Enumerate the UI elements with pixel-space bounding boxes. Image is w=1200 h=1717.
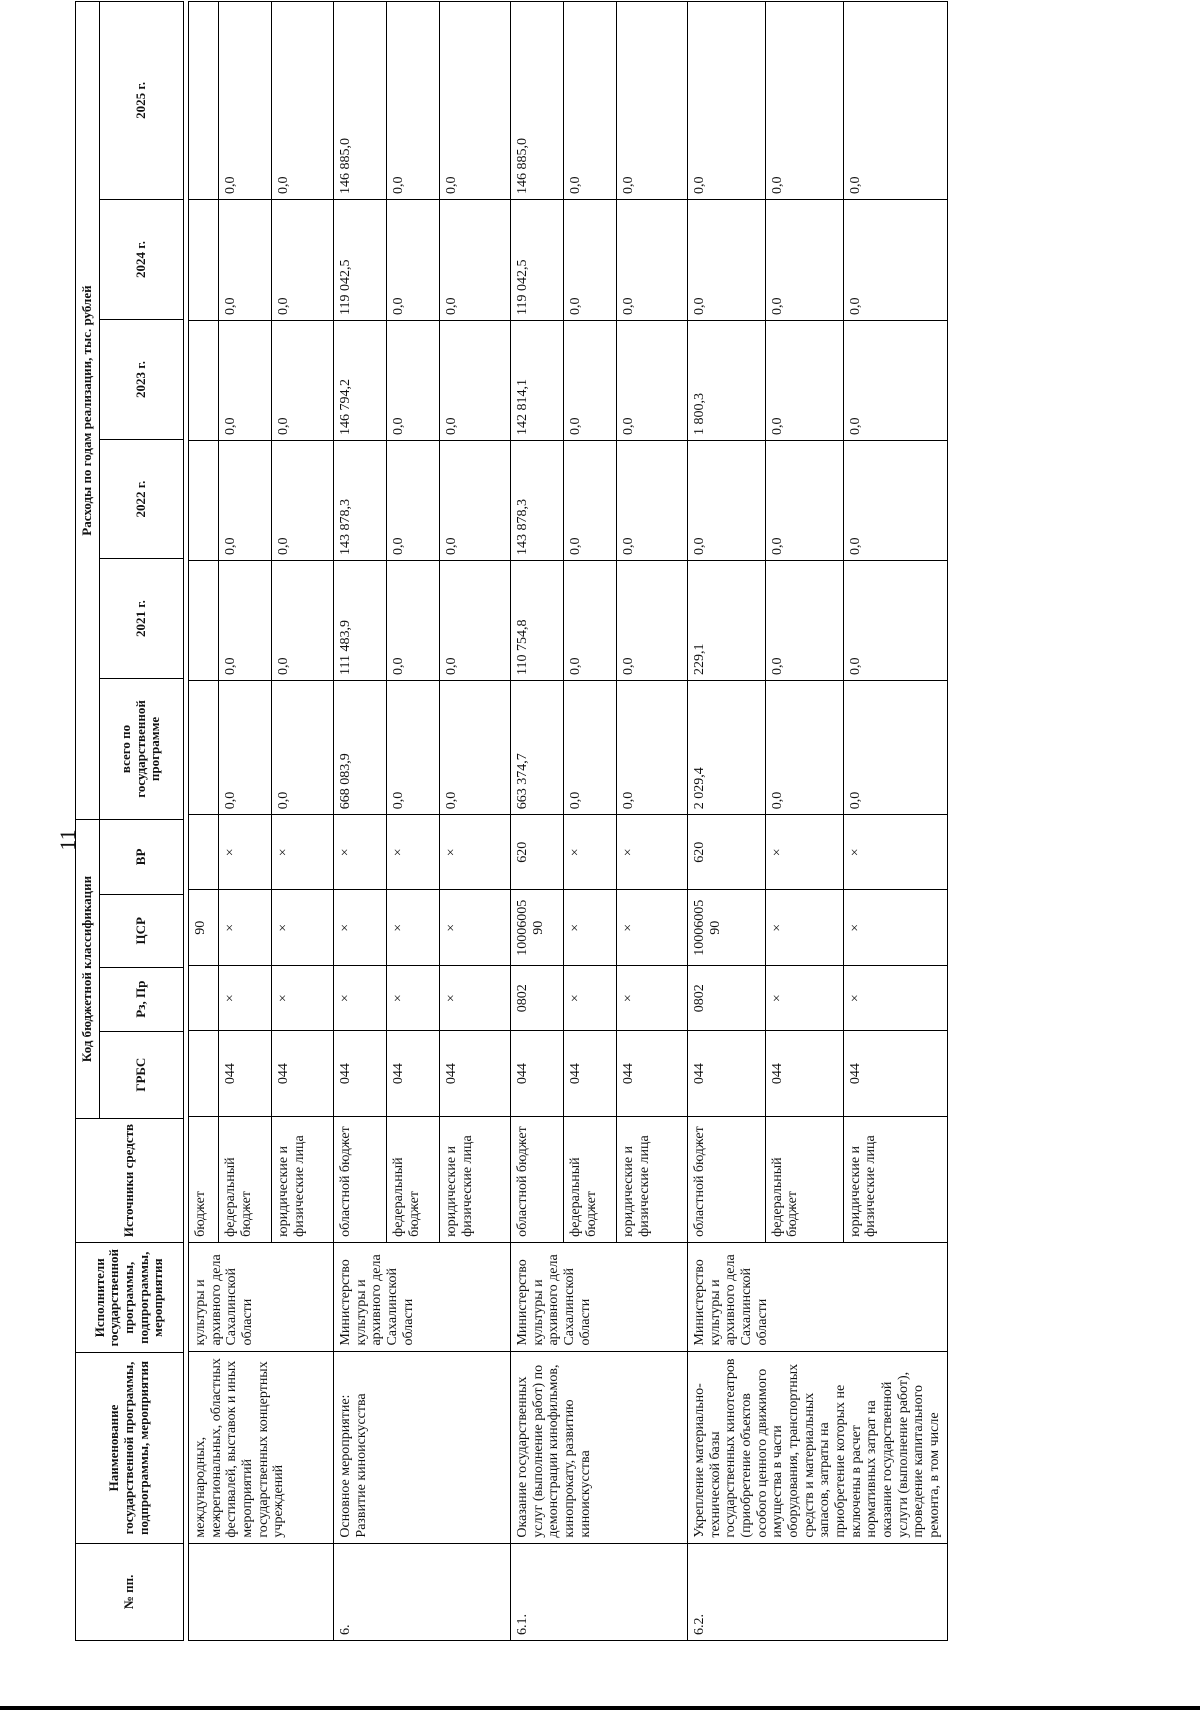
header-num: № пп. <box>76 1543 184 1640</box>
cell-y2022: 0,0 <box>387 440 440 560</box>
cell-src: областной бюджет <box>334 1116 387 1242</box>
cell-src: федеральный бюджет <box>387 1116 440 1242</box>
cell-grbs: 044 <box>617 1031 688 1117</box>
cell-src: юридические и физические лица <box>843 1116 947 1242</box>
cell-y2025: 0,0 <box>272 2 334 200</box>
cell-y2023: 0,0 <box>272 320 334 440</box>
cell-csr: × <box>765 890 843 966</box>
cell-exec: Министерство культуры и архивного дела Сахалинской области <box>334 1242 511 1351</box>
cell-y2022 <box>189 440 219 560</box>
cell-rzpr: × <box>219 966 272 1031</box>
cell-src: юридические и физические лица <box>440 1116 511 1242</box>
header-exec: Исполнители государственной программы, подпрограммы, мероприятия <box>76 1243 184 1353</box>
cell-total: 0,0 <box>440 680 511 814</box>
cell-vr: 620 <box>511 815 564 890</box>
cell-y2025: 0,0 <box>564 2 617 200</box>
cell-y2021: 0,0 <box>272 560 334 680</box>
cell-name: Основное мероприятие: Развитие киноискусства <box>334 1351 511 1543</box>
cell-y2021: 110 754,8 <box>511 560 564 680</box>
cell-vr <box>189 815 219 890</box>
cell-y2021: 0,0 <box>219 560 272 680</box>
cell-src: областной бюджет <box>688 1116 766 1242</box>
cell-exec: Министерство культуры и архивного дела Сахалинской области <box>511 1242 688 1351</box>
table-row <box>511 2 564 1641</box>
cell-grbs: 044 <box>765 1031 843 1117</box>
cell-y2024: 119 042,5 <box>511 200 564 321</box>
cell-name: международных, межрегиональных, областных фестивалей, выставок и иных мероприятий государственных концертных учреждений <box>189 1351 334 1543</box>
cell-src: юридические и физические лица <box>617 1116 688 1242</box>
cell-y2025 <box>189 2 219 200</box>
header-name: Наименование государственной программы, подпрограммы, мероприятия <box>76 1353 184 1544</box>
cell-grbs: 044 <box>511 1031 564 1117</box>
cell-y2025: 0,0 <box>843 2 947 200</box>
cell-y2022: 0,0 <box>564 440 617 560</box>
cell-csr: 10006005 90 <box>688 890 766 966</box>
cell-rzpr: × <box>334 966 387 1031</box>
cell-vr: × <box>387 815 440 890</box>
cell-exec: Министерство культуры и архивного дела Сахалинской области <box>688 1242 948 1351</box>
cell-y2025: 0,0 <box>219 2 272 200</box>
cell-vr: × <box>272 815 334 890</box>
cell-y2024: 0,0 <box>617 200 688 321</box>
cell-vr: × <box>765 815 843 890</box>
cell-grbs: 044 <box>843 1031 947 1117</box>
cell-y2021: 0,0 <box>843 560 947 680</box>
cell-y2021: 229,1 <box>688 560 766 680</box>
header-src: Источники средств <box>76 1118 184 1243</box>
cell-rzpr <box>189 966 219 1031</box>
cell-grbs: 044 <box>387 1031 440 1117</box>
cell-csr: × <box>440 890 511 966</box>
cell-grbs: 044 <box>219 1031 272 1117</box>
cell-y2024: 0,0 <box>843 200 947 321</box>
cell-rzpr: × <box>564 966 617 1031</box>
cell-y2024: 0,0 <box>440 200 511 321</box>
cell-y2021 <box>189 560 219 680</box>
cell-y2022: 0,0 <box>219 440 272 560</box>
cell-csr: 90 <box>189 890 219 966</box>
cell-vr: × <box>219 815 272 890</box>
cell-y2024: 0,0 <box>564 200 617 321</box>
cell-vr: × <box>564 815 617 890</box>
header-2024: 2024 г. <box>99 199 183 319</box>
cell-y2023: 0,0 <box>440 320 511 440</box>
cell-total: 0,0 <box>617 680 688 814</box>
cell-rzpr: 0802 <box>688 966 766 1031</box>
cell-csr: × <box>843 890 947 966</box>
table-body <box>188 1 948 1641</box>
cell-csr: × <box>219 890 272 966</box>
cell-csr: × <box>272 890 334 966</box>
header-code-group: Код бюджетной классификации <box>76 820 100 1119</box>
cell-csr: × <box>334 890 387 966</box>
cell-rzpr: × <box>765 966 843 1031</box>
header-2022: 2022 г. <box>99 439 183 559</box>
header-total: всего по государственной программе <box>99 678 183 819</box>
table-row <box>688 2 766 1641</box>
cell-y2021: 0,0 <box>440 560 511 680</box>
cell-num: 6. <box>334 1543 511 1640</box>
cell-y2023: 146 794,2 <box>334 320 387 440</box>
cell-y2022: 0,0 <box>765 440 843 560</box>
cell-y2024: 0,0 <box>387 200 440 321</box>
cell-num: 6.1. <box>511 1543 688 1640</box>
cell-y2022: 0,0 <box>440 440 511 560</box>
cell-vr: × <box>843 815 947 890</box>
cell-y2021: 0,0 <box>617 560 688 680</box>
cell-y2021: 0,0 <box>765 560 843 680</box>
cell-y2025: 0,0 <box>765 2 843 200</box>
cell-total: 2 029,4 <box>688 680 766 814</box>
scan-edge-line <box>0 1706 1200 1710</box>
cell-exec: культуры и архивного дела Сахалинской области <box>189 1242 334 1351</box>
cell-y2021: 0,0 <box>387 560 440 680</box>
cell-name: Укрепление материально-технической базы государственных кинотеатров (приобретение объектов особого ценного движимого имущества в части оборудования, транспортных средств и материальных запасов, затраты на приобретение которых не включены в расчет нормативных затрат на оказание государственной услуги (выполнение работ), проведение капитального ремонта, в том числе <box>688 1351 948 1543</box>
cell-y2023 <box>189 320 219 440</box>
cell-csr: × <box>387 890 440 966</box>
cell-y2022: 0,0 <box>688 440 766 560</box>
cell-vr: × <box>617 815 688 890</box>
cell-y2024: 0,0 <box>219 200 272 321</box>
cell-y2025: 0,0 <box>440 2 511 200</box>
cell-y2023: 0,0 <box>564 320 617 440</box>
cell-total: 0,0 <box>387 680 440 814</box>
cell-src: федеральный бюджет <box>219 1116 272 1242</box>
cell-y2022: 143 878,3 <box>511 440 564 560</box>
cell-grbs: 044 <box>564 1031 617 1117</box>
cell-src: юридические и физические лица <box>272 1116 334 1242</box>
cell-src: федеральный бюджет <box>765 1116 843 1242</box>
cell-y2023: 142 814,1 <box>511 320 564 440</box>
cell-y2025: 146 885,0 <box>334 2 387 200</box>
cell-csr: × <box>564 890 617 966</box>
cell-y2021: 111 483,9 <box>334 560 387 680</box>
header-vr: ВР <box>99 820 183 895</box>
cell-vr: × <box>440 815 511 890</box>
cell-csr: 10006005 90 <box>511 890 564 966</box>
cell-y2023: 0,0 <box>765 320 843 440</box>
header-rzpr: Рз, Пр <box>99 967 183 1031</box>
cell-src: бюджет <box>189 1116 219 1242</box>
cell-grbs: 044 <box>688 1031 766 1117</box>
cell-y2022: 0,0 <box>272 440 334 560</box>
cell-total: 0,0 <box>272 680 334 814</box>
cell-y2024: 0,0 <box>688 200 766 321</box>
cell-y2023: 1 800,3 <box>688 320 766 440</box>
table-row <box>189 2 219 1641</box>
cell-y2023: 0,0 <box>387 320 440 440</box>
cell-rzpr: × <box>387 966 440 1031</box>
cell-y2022: 0,0 <box>843 440 947 560</box>
cell-y2022: 143 878,3 <box>334 440 387 560</box>
header-2021: 2021 г. <box>99 559 183 679</box>
cell-y2021: 0,0 <box>564 560 617 680</box>
cell-y2025: 0,0 <box>617 2 688 200</box>
rotated-table-page <box>75 1 1190 1641</box>
cell-rzpr: × <box>843 966 947 1031</box>
cell-grbs: 044 <box>334 1031 387 1117</box>
cell-total <box>189 680 219 814</box>
cell-y2023: 0,0 <box>617 320 688 440</box>
cell-total: 0,0 <box>219 680 272 814</box>
cell-grbs <box>189 1031 219 1117</box>
table-row <box>334 2 387 1641</box>
header-2025: 2025 г. <box>99 2 183 200</box>
cell-vr: × <box>334 815 387 890</box>
cell-src: федеральный бюджет <box>564 1116 617 1242</box>
table-header <box>75 1 184 1641</box>
cell-rzpr: × <box>440 966 511 1031</box>
header-csr: ЦСР <box>99 894 183 967</box>
cell-y2023: 0,0 <box>219 320 272 440</box>
cell-y2025: 0,0 <box>688 2 766 200</box>
cell-num <box>189 1543 334 1640</box>
cell-y2023: 0,0 <box>843 320 947 440</box>
header-2023: 2023 г. <box>99 320 183 440</box>
cell-rzpr: × <box>272 966 334 1031</box>
cell-y2024 <box>189 200 219 321</box>
cell-name: Оказание государственных услуг (выполнение работ) по демонстрации кинофильмов, кинопрокату, развитию киноискусства <box>511 1351 688 1543</box>
cell-csr: × <box>617 890 688 966</box>
page-number: 11 <box>55 829 80 851</box>
cell-y2025: 146 885,0 <box>511 2 564 200</box>
header-expense-group: Расходы по годам реализации, тыс. рублей <box>76 2 100 820</box>
cell-total: 668 083,9 <box>334 680 387 814</box>
cell-rzpr: 0802 <box>511 966 564 1031</box>
cell-total: 0,0 <box>765 680 843 814</box>
cell-rzpr: × <box>617 966 688 1031</box>
cell-grbs: 044 <box>440 1031 511 1117</box>
cell-total: 0,0 <box>843 680 947 814</box>
cell-total: 663 374,7 <box>511 680 564 814</box>
cell-num: 6.2. <box>688 1543 948 1640</box>
cell-y2024: 0,0 <box>765 200 843 321</box>
header-grbs: ГРБС <box>99 1031 183 1118</box>
cell-y2024: 0,0 <box>272 200 334 321</box>
cell-src: областной бюджет <box>511 1116 564 1242</box>
cell-y2022: 0,0 <box>617 440 688 560</box>
cell-grbs: 044 <box>272 1031 334 1117</box>
cell-y2024: 119 042,5 <box>334 200 387 321</box>
cell-vr: 620 <box>688 815 766 890</box>
cell-total: 0,0 <box>564 680 617 814</box>
cell-y2025: 0,0 <box>387 2 440 200</box>
